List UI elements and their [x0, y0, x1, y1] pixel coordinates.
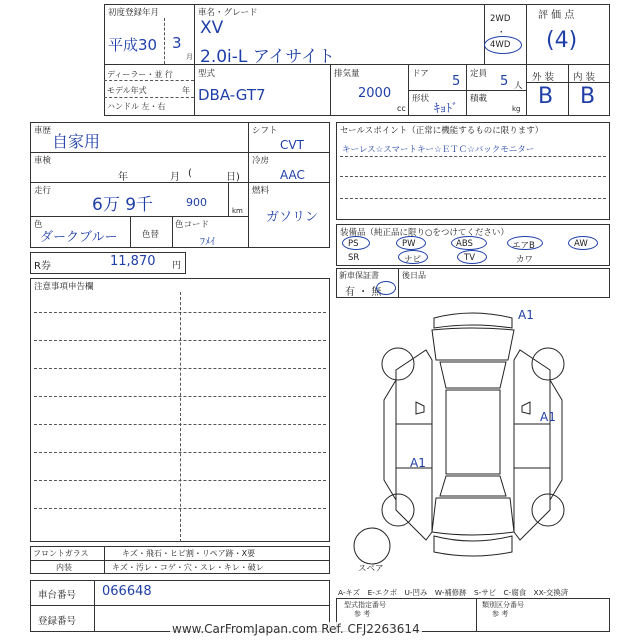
divider: [30, 182, 330, 183]
mileage-value: 6万 9千: [92, 195, 154, 215]
interior-legend: キズ・汚レ・コゲ・穴・スレ・キレ・破レ: [112, 563, 264, 572]
equip-navi: ナビ: [404, 255, 422, 265]
divider: [104, 80, 194, 81]
dealer-label: ディーラー・並 行: [107, 70, 173, 79]
shape-value: ｷｮﾄﾞ: [434, 101, 459, 115]
chassis-value: 066648: [102, 584, 152, 599]
divider: [172, 216, 173, 248]
inspection-day: 日): [226, 172, 240, 183]
divider: [30, 560, 330, 561]
divider: [248, 122, 249, 248]
divider: [340, 176, 606, 177]
class-designation-ref: 参 考: [492, 610, 509, 618]
divider: [340, 198, 606, 199]
divider: [484, 4, 485, 64]
notes-label: 注意事項申告欄: [34, 282, 94, 292]
equip-navi-circle: [398, 250, 428, 264]
reg-label: 登録番号: [38, 616, 77, 627]
divider: [34, 340, 326, 341]
drive-4wd: 4WD: [490, 40, 511, 50]
divider: [180, 292, 181, 542]
front-glass-legend: キズ・飛石・ヒビ割・リペア跡・X要: [122, 549, 256, 558]
warranty-label: 新車保証書: [339, 271, 379, 280]
chassis-label: 車台番号: [38, 590, 77, 601]
mileage-extra: 900: [186, 196, 207, 209]
car-name: XV: [200, 18, 224, 38]
int-label: 内 装: [573, 72, 596, 83]
first-reg-label: 初度登録年月: [108, 8, 160, 18]
warranty-value: 有 ・ 無: [345, 287, 382, 298]
inspection-paren: (: [188, 168, 192, 179]
equipment-label: 装備品（純正品に限り○をつけてください）: [340, 228, 509, 238]
score-label: 評 価 点: [538, 10, 575, 21]
ext-label: 外 装: [532, 72, 555, 83]
inspection-year: 年: [118, 172, 128, 183]
load-label: 積載: [470, 94, 488, 104]
month-unit: 月: [186, 53, 193, 61]
history-value: 自家用: [52, 132, 101, 151]
divider: [228, 182, 229, 216]
drive-dot: ・: [497, 28, 506, 38]
shape-label: 形状: [412, 94, 430, 104]
color-change-label: 色替: [142, 230, 160, 240]
equip-aw-circle: [568, 236, 598, 250]
equip-pw-circle: [396, 236, 426, 250]
door-value: 5: [452, 74, 461, 89]
divider: [34, 424, 326, 425]
divider: [34, 508, 326, 509]
type-label: 型式: [198, 69, 216, 79]
first-reg-month: 3: [172, 34, 182, 52]
spare-label: スペア: [358, 564, 384, 574]
divider: [104, 546, 105, 574]
color-value: ダークブルー: [40, 230, 118, 245]
color-code-value: ﾌﾒｲ: [200, 237, 215, 248]
divider: [30, 152, 330, 153]
divider: [34, 452, 326, 453]
capacity-label: 定員: [470, 69, 488, 79]
divider: [34, 312, 326, 313]
color-label: 色: [34, 220, 43, 230]
equip-ps-circle: [342, 236, 370, 250]
divider: [94, 580, 95, 632]
divider: [34, 480, 326, 481]
equip-tv: TV: [464, 253, 476, 263]
equip-sr: SR: [348, 253, 360, 263]
warranty-seal-label: 後日品: [402, 271, 426, 280]
equip-tv-circle: [457, 250, 487, 264]
equip-pw: PW: [402, 239, 416, 249]
shift-value: CVT: [280, 138, 304, 152]
damage-mark-left: A1: [410, 456, 426, 470]
divider: [30, 216, 248, 217]
recycle-block: [30, 252, 186, 274]
aircon-label: 冷房: [252, 156, 270, 166]
recycle-unit: 円: [172, 261, 182, 271]
aircon-value: AAC: [280, 168, 305, 182]
history-label: 車歴: [34, 126, 52, 136]
recycle-value: 11,870: [110, 254, 156, 269]
equip-abs: ABS: [456, 239, 473, 249]
drive-2wd: 2WD: [490, 14, 511, 24]
sales-points-text: キーレス☆スマートキー☆ＥＴＣ☆バックモニター: [342, 145, 535, 155]
warranty-none-circle: [376, 281, 396, 295]
divider: [104, 97, 194, 98]
capacity-value: 5: [500, 74, 509, 89]
car-name-label: 車名・グレード: [198, 8, 258, 18]
handle-label: ハンドル 左・右: [107, 102, 166, 111]
color-code-label: 色コード: [175, 220, 210, 230]
front-glass-label: フロントガラス: [33, 549, 89, 558]
sales-points-block: [336, 122, 610, 220]
fuel-label: 燃料: [252, 186, 270, 196]
car-diagram: [336, 300, 610, 580]
divider: [340, 156, 606, 157]
divider: [408, 90, 526, 91]
divider: [330, 64, 331, 116]
score-value: (4): [546, 28, 578, 53]
inspection-label: 車検: [34, 156, 52, 166]
cc-unit: cc: [397, 104, 406, 113]
model-year-label: モデル年式: [107, 86, 147, 95]
shift-label: シフト: [252, 126, 278, 136]
fuel-value: ガソリン: [266, 210, 319, 225]
km-unit: km: [232, 207, 243, 215]
drive-4wd-circle: [484, 36, 522, 54]
divider: [164, 18, 165, 64]
divider: [398, 268, 399, 298]
header-block: [104, 4, 610, 116]
divider: [104, 64, 610, 65]
equip-airbag-circle: [507, 236, 543, 250]
mileage-label: 走行: [34, 186, 52, 196]
divider: [526, 4, 527, 116]
damage-legend: A-キズ E-エクボ U-凹み W-補修跡 S-サビ C-腐食 XX-交換済: [338, 588, 569, 597]
interior-label: 内装: [56, 563, 72, 572]
divider: [130, 216, 131, 248]
equip-aw: AW: [574, 239, 588, 249]
divider: [34, 368, 326, 369]
damage-mark-front: A1: [518, 308, 534, 322]
recycle-label: R券: [34, 261, 51, 272]
divider: [568, 64, 569, 116]
first-reg-era: 平成30: [108, 36, 158, 54]
displacement-label: 排気量: [334, 69, 360, 79]
capacity-unit: 人: [514, 81, 523, 91]
model-designation-label: 型式指定番号: [344, 601, 386, 609]
model-designation-ref: 参 考: [354, 610, 371, 618]
door-label: ドア: [412, 69, 429, 79]
divider: [194, 64, 195, 116]
inspection-month: 月: [170, 172, 180, 183]
divider: [34, 396, 326, 397]
equip-ps: PS: [348, 239, 359, 249]
ext-grade: B: [538, 84, 554, 109]
car-grade: 2.0i-L アイサイト: [200, 47, 336, 67]
type-value: DBA-GT7: [198, 86, 266, 104]
displacement-value: 2000: [358, 86, 392, 101]
equip-airbag: エアB: [512, 241, 535, 251]
int-grade: B: [580, 84, 596, 109]
equip-leather: カワ: [516, 255, 534, 265]
sales-points-label: セールスポイント（正常に機能するものに限ります）: [340, 126, 544, 136]
watermark: www.CarFromJapan.com Ref. CFJ2263614: [172, 622, 420, 636]
model-year-unit: 年: [182, 86, 190, 95]
equip-abs-circle: [451, 236, 487, 250]
divider: [30, 605, 330, 606]
damage-mark-right: A1: [540, 410, 556, 424]
kg-unit: kg: [512, 105, 521, 113]
divider: [476, 598, 477, 632]
class-designation-label: 類別区分番号: [482, 601, 524, 609]
divider: [194, 4, 195, 64]
